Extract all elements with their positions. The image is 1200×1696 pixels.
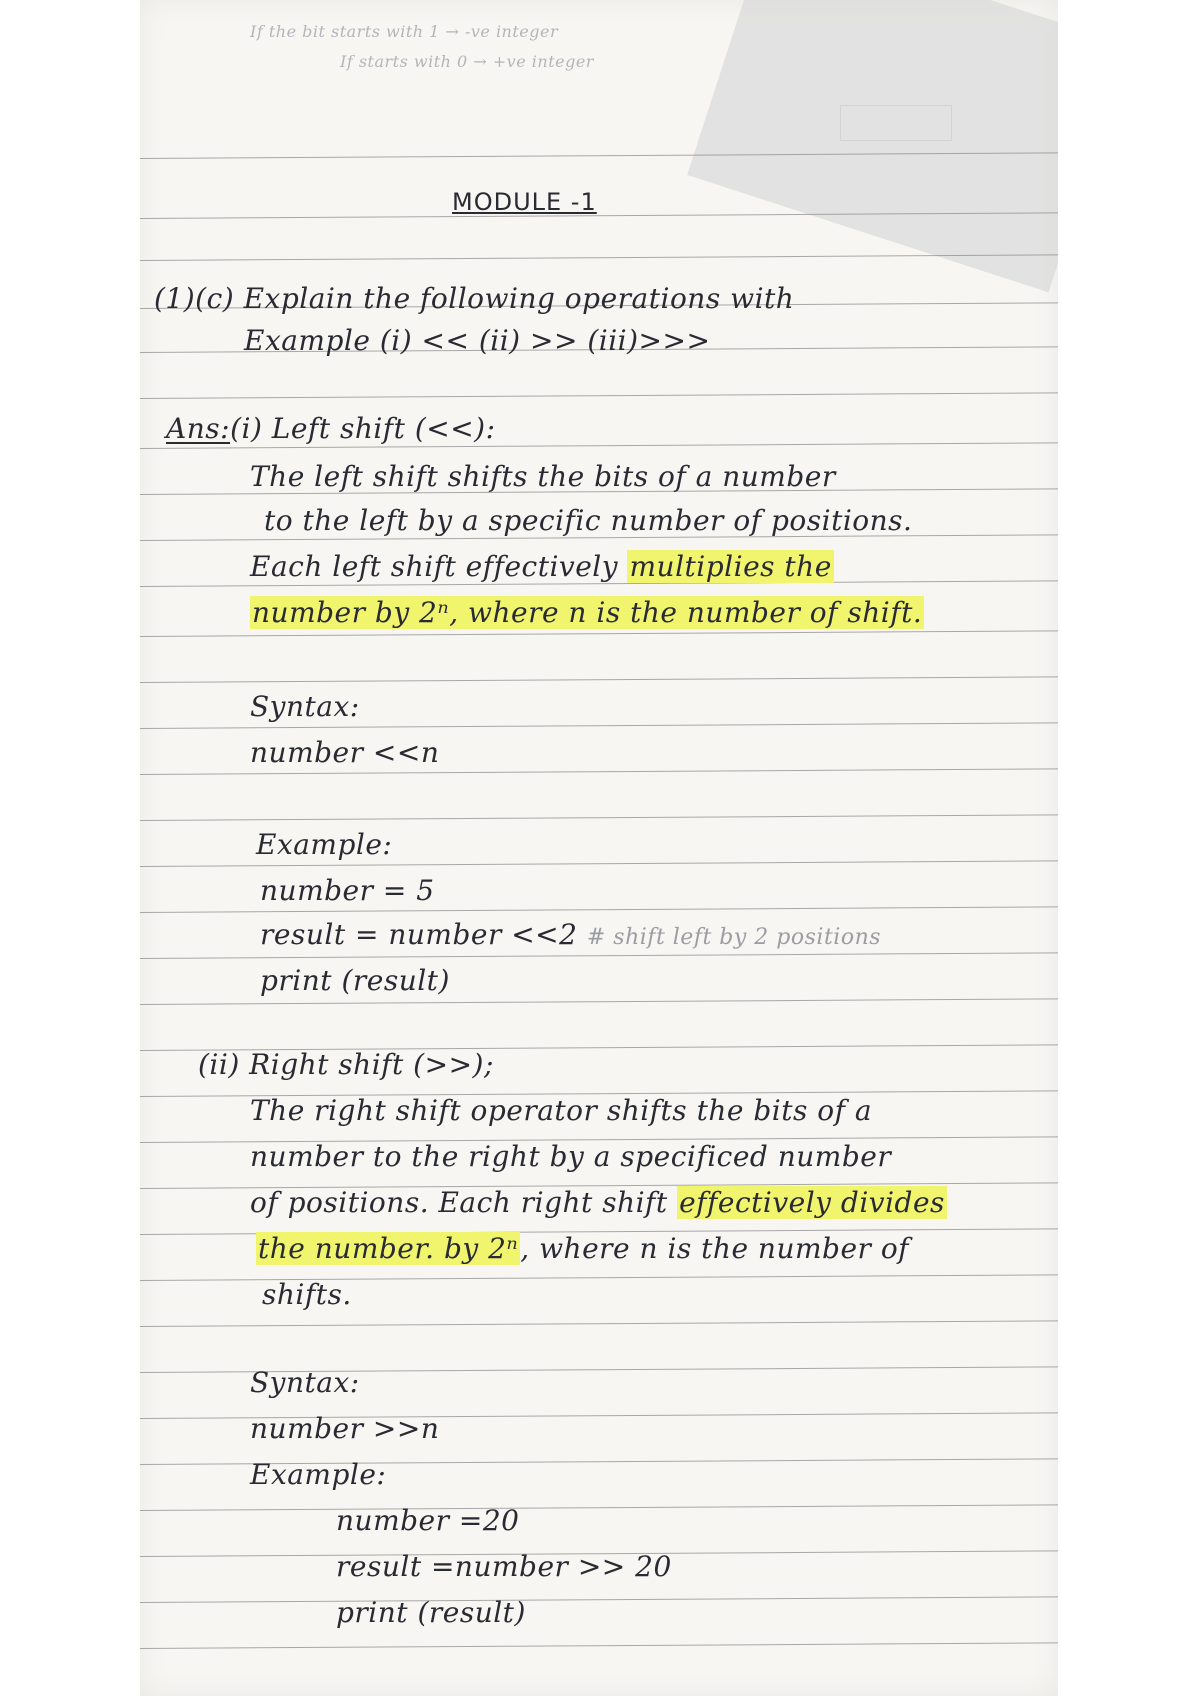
ruled-line: [140, 630, 1058, 637]
question-line-2: Example (i) << (ii) >> (iii)>>>: [244, 324, 711, 357]
ruled-line: [140, 1596, 1058, 1603]
ruled-line: [140, 860, 1058, 867]
page-title: MODULE -1: [452, 188, 597, 216]
highlight: number by 2ⁿ, where n is the number of shift.: [252, 596, 923, 629]
right-shift-syntax-code: number >>n: [250, 1412, 440, 1445]
ruled-line: [140, 676, 1058, 683]
right-shift-para-2: number to the right by a specificed number: [250, 1140, 892, 1173]
left-shift-example-label: Example:: [256, 828, 393, 861]
left-shift-para-3-plain: Each left shift effectively: [250, 550, 628, 583]
left-shift-para-1: The left shift shifts the bits of a number: [250, 460, 836, 493]
header-note-2: If starts with 0 → +ve integer: [340, 52, 594, 71]
right-shift-para-4-plain: , where n is the number of: [520, 1232, 910, 1265]
ruled-line: [140, 1642, 1058, 1649]
left-shift-example-1: number = 5: [260, 874, 435, 907]
left-shift-example-3: print (result): [260, 964, 450, 997]
left-shift-syntax-label: Syntax:: [250, 690, 360, 723]
left-shift-example-2: [260, 918, 881, 951]
ruled-line: [140, 768, 1058, 775]
left-margin: [0, 0, 140, 1696]
right-shift-para-5: shifts.: [262, 1278, 352, 1311]
right-shift-example-2: result =number >> 20: [336, 1550, 672, 1583]
right-shift-syntax-label: Syntax:: [250, 1366, 360, 1399]
code-comment: # shift left by 2 positions: [586, 925, 882, 950]
highlight: multiplies the: [629, 550, 832, 583]
ruled-line: [140, 952, 1058, 959]
right-shift-para-1: The right shift operator shifts the bits of a: [250, 1094, 873, 1127]
ruled-line: [140, 392, 1058, 399]
right-margin: [1058, 0, 1200, 1696]
right-shift-example-label: Example:: [250, 1458, 387, 1491]
answer-prefix: Ans:: [166, 412, 231, 445]
ruled-line: [140, 814, 1058, 821]
right-shift-example-3: print (result): [336, 1596, 526, 1629]
answer-heading: [166, 412, 496, 445]
ruled-line: [140, 254, 1058, 261]
right-shift-para-4: [256, 1232, 909, 1265]
left-shift-example-code: result = number <<2: [260, 918, 578, 951]
right-shift-heading: (ii) Right shift (>>);: [198, 1048, 494, 1081]
folded-corner: [687, 0, 1058, 292]
right-shift-para-3-plain: of positions. Each right shift: [250, 1186, 678, 1219]
ruled-line: [140, 998, 1058, 1005]
highlight: effectively divides: [679, 1186, 945, 1219]
question-line-1: (1)(c) Explain the following operations with: [154, 282, 795, 315]
highlight: the number. by 2ⁿ: [258, 1232, 519, 1265]
left-shift-para-2: to the left by a specific number of positions.: [264, 504, 913, 537]
ruled-line: [140, 906, 1058, 913]
ruled-line: [140, 1504, 1058, 1511]
left-shift-para-3: [250, 550, 834, 583]
notebook-page: [140, 0, 1058, 1696]
right-shift-example-1: number =20: [336, 1504, 520, 1537]
ruled-line: [140, 1320, 1058, 1327]
left-shift-heading: (i) Left shift (<<):: [230, 412, 496, 445]
left-shift-syntax-code: number <<n: [250, 736, 440, 769]
left-shift-para-4: [250, 596, 924, 629]
ruled-line: [140, 722, 1058, 729]
right-shift-para-3: [250, 1186, 947, 1219]
margin-box: [840, 105, 952, 141]
header-note-1: If the bit starts with 1 → -ve integer: [250, 22, 559, 41]
